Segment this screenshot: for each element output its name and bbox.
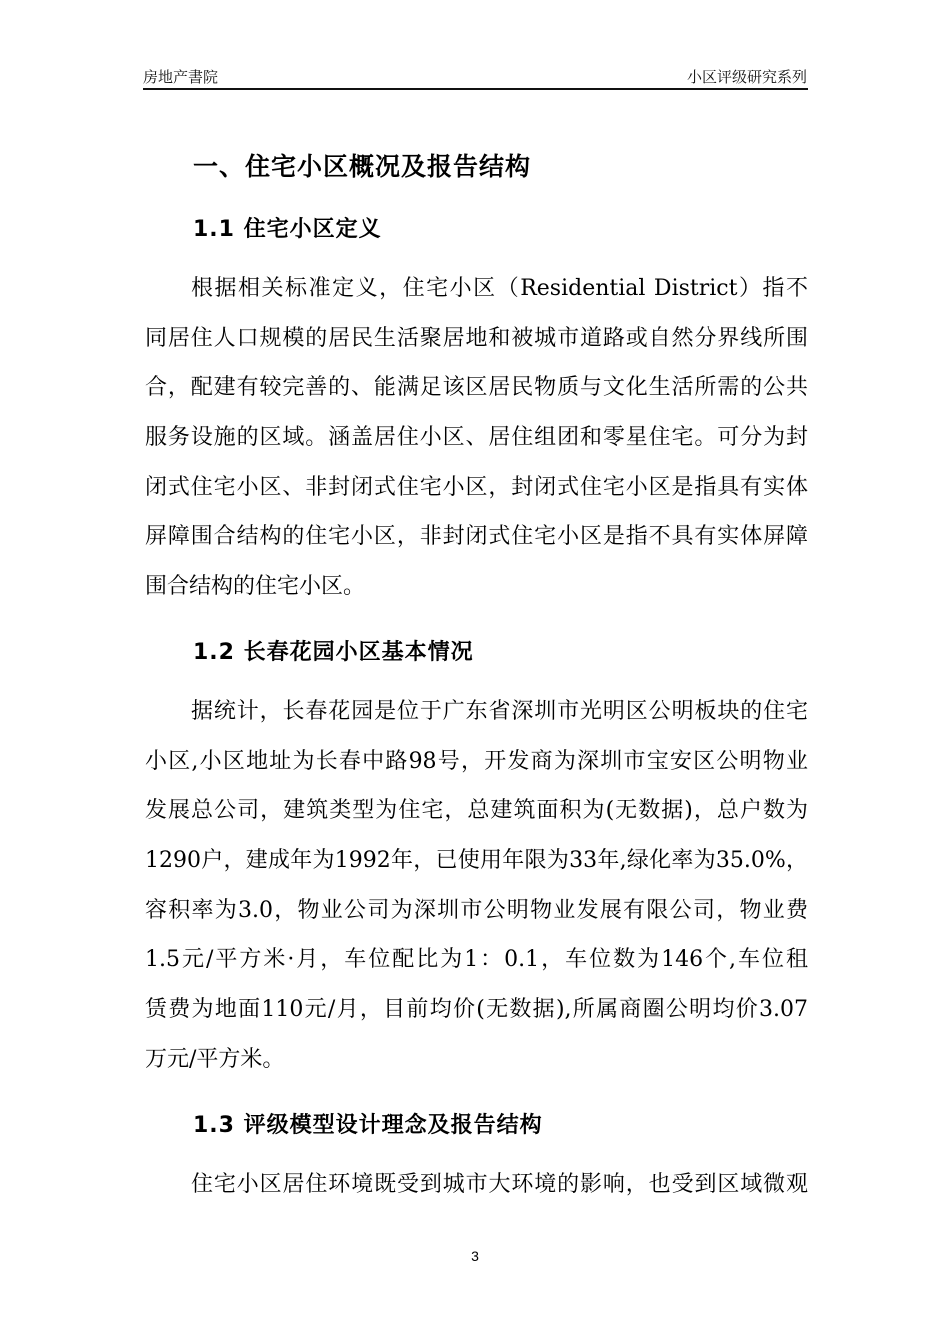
text-line: 围合结构的住宅小区。: [145, 574, 366, 600]
text-line: 合，配建有较完善的、能满足该区居民物质与文化生活所需的公共: [145, 375, 808, 401]
text-line: 闭式住宅小区、非封闭式住宅小区，封闭式住宅小区是指具有实体: [145, 474, 808, 500]
text-line: 赁费为地面110元/月，目前均价(无数据),所属商圈公明均价3.07: [145, 997, 808, 1023]
header-divider: [143, 88, 808, 90]
text-line: 屏障围合结构的住宅小区，非封闭式住宅小区是指不具有实体屏障: [145, 524, 808, 550]
text-line: 住宅小区居住环境既受到城市大环境的影响，也受到区域微观: [191, 1172, 808, 1197]
text-line: 容积率为3.0，物业公司为深圳市公明物业发展有限公司，物业费: [145, 897, 808, 923]
paragraph-definition: [145, 264, 808, 612]
header-right-series: 小区评级研究系列: [686, 69, 807, 86]
text-line: 小区,小区地址为长春中路98号，开发商为深圳市宝安区公明物业: [145, 748, 808, 774]
paragraph-basic-info: [145, 687, 808, 1085]
section-heading-1-1: 1.1 住宅小区定义: [193, 217, 382, 242]
paragraph-model-design: [145, 1160, 808, 1210]
text-line: 万元/平方米。: [145, 1046, 285, 1072]
text-line: 1290户，建成年为1992年，已使用年限为33年,绿化率为35.0%，: [145, 848, 808, 874]
text-line: 同居住人口规模的居民生活聚居地和被城市道路或自然分界线所围: [145, 325, 808, 351]
page-number: 3: [471, 1248, 479, 1264]
text-line: 发展总公司，建筑类型为住宅，总建筑面积为(无数据)，总户数为: [145, 798, 808, 824]
section-heading-1-2: 1.2 长春花园小区基本情况: [193, 640, 474, 665]
text-line: 根据相关标准定义，住宅小区（Residential District）指不: [191, 276, 808, 301]
text-line: 1.5元/平方米·月，车位配比为1：0.1，车位数为146个,车位租: [145, 947, 808, 973]
section-heading-1-3: 1.3 评级模型设计理念及报告结构: [193, 1113, 543, 1138]
chapter-title: 一、住宅小区概况及报告结构: [193, 152, 532, 181]
text-line: 据统计，长春花园是位于广东省深圳市光明区公明板块的住宅: [191, 699, 808, 724]
header-left-brand: 房地产書院: [143, 69, 219, 86]
text-line: 服务设施的区域。涵盖居住小区、居住组团和零星住宅。可分为封: [145, 425, 808, 451]
